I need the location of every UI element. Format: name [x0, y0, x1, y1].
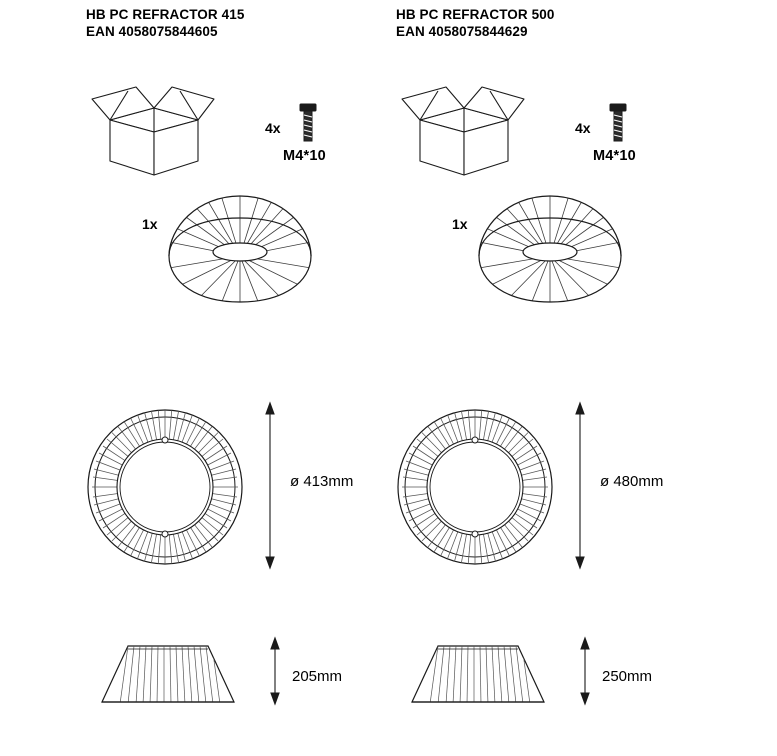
packaging-row-415	[60, 78, 420, 198]
product-column-415	[60, 0, 420, 756]
height-label: 205mm	[292, 668, 343, 685]
screw-icon	[297, 102, 319, 146]
screw-quantity: 4x	[575, 120, 591, 136]
diameter-dimension-line-415	[255, 403, 285, 568]
top-view-row-500	[370, 395, 730, 575]
open-carton-box-icon	[88, 82, 218, 187]
product-heading-415	[86, 6, 244, 40]
height-dimension-line-500	[570, 638, 600, 704]
reflector-quantity: 1x	[142, 216, 158, 232]
product-heading-500	[396, 6, 554, 40]
reflector-side-view-icon	[98, 640, 238, 710]
open-carton-box-icon	[398, 82, 528, 187]
reflector-dome-icon	[165, 190, 315, 310]
reflector-row-500	[370, 190, 730, 320]
product-title: HB PC REFRACTOR 415	[86, 7, 245, 22]
height-label: 250mm	[602, 668, 653, 685]
top-view-row-415	[60, 395, 420, 575]
reflector-quantity: 1x	[452, 216, 468, 232]
screw-icon	[607, 102, 629, 146]
screw-quantity: 4x	[265, 120, 281, 136]
reflector-top-view-icon	[85, 407, 245, 567]
screw-size-label: M4*10	[593, 148, 636, 164]
diameter-label: ø 413mm	[290, 473, 354, 490]
reflector-dome-icon	[475, 190, 625, 310]
side-view-row-415	[60, 630, 420, 756]
reflector-side-view-icon	[408, 640, 548, 710]
reflector-row-415	[60, 190, 420, 320]
reflector-top-view-icon	[395, 407, 555, 567]
height-dimension-line-415	[260, 638, 290, 704]
product-ean: EAN 4058075844605	[86, 24, 218, 39]
screw-size-label: M4*10	[283, 148, 326, 164]
diameter-label: ø 480mm	[600, 473, 664, 490]
screw-kit-500	[575, 94, 705, 174]
packaging-row-500	[370, 78, 730, 198]
product-title: HB PC REFRACTOR 500	[396, 7, 555, 22]
product-ean: EAN 4058075844629	[396, 24, 528, 39]
product-column-500	[370, 0, 730, 756]
side-view-row-500	[370, 630, 730, 756]
diameter-dimension-line-500	[565, 403, 595, 568]
